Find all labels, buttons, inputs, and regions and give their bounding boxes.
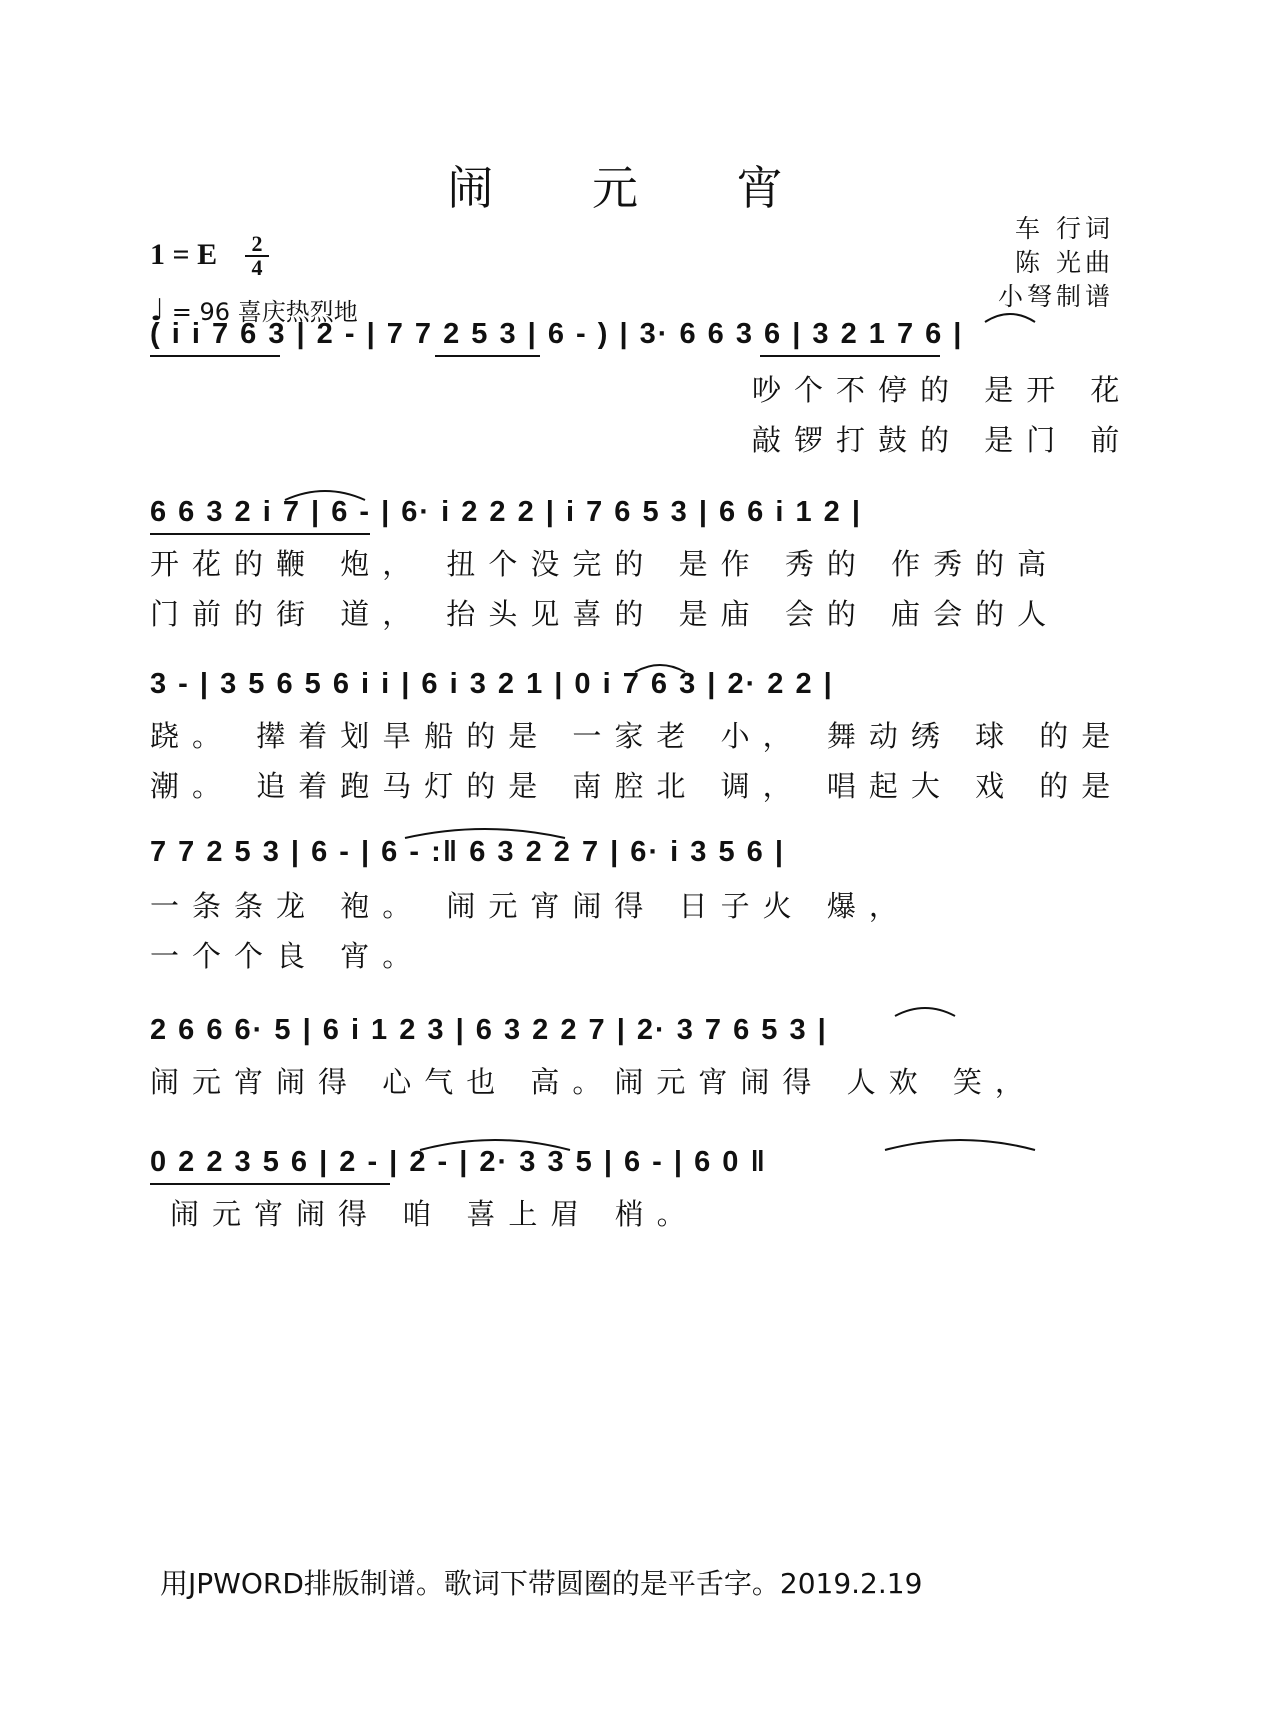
notation-line-1: ( i i 7 6 3 | 2 - | 7 7 2 5 3 | 6 - ) | 3· 6 6 3 6 | 3 2 1 7 6 | [150,318,964,350]
lyric-line-3-verse-1: 跷。 撵着划旱船的是 一家老 小， 舞动绣 球 的是 [150,719,1124,753]
notation-line-6: 0 2 2 3 5 6 | 2 - | 2 - | 2· 3 3 5 | 6 - | 6 0 ‖ [150,1146,767,1178]
notation-line-2: 6 6 3 2 i 7 | 6 - | 6· i 2 2 2 | i 7 6 5 3 | 6 6 i 1 2 | [150,496,862,528]
lyric-line-1-verse-1: 吵个不停的 是开 花 [752,373,1133,407]
slur-mark [885,1140,1035,1150]
lyric-line-2-verse-2: 门前的街 道， 抬头见喜的 是庙 会的 庙会的人 [150,597,1060,631]
slur-mark [895,1008,955,1016]
key-signature: 1 = E [150,238,218,271]
engraver-credit: 小弩制谱 [997,282,1114,311]
lyric-line-4-verse-1: 一条条龙 袍。 闹元宵闹得 日子火 爆， [150,889,911,923]
footer-note: 用JPWORD排版制谱。歌词下带圆圈的是平舌字。2019.2.19 [160,1567,923,1600]
quarter-note-icon: ♩ [150,293,165,328]
slur-mark [285,491,365,500]
lyric-line-1-verse-2: 敲锣打鼓的 是门 前 [752,423,1133,457]
lyric-line-2-verse-1: 开花的鞭 炮， 扭个没完的 是作 秀的 作秀的高 [150,547,1060,581]
slur-mark [420,1140,570,1150]
slur-mark [405,829,565,838]
tempo-value: = 96 [171,298,231,326]
lyric-line-5: 闹元宵闹得 心气也 高。闹元宵闹得 人欢 笑， [150,1065,1037,1099]
lyric-line-3-verse-2: 潮。 追着跑马灯的是 南腔北 调， 唱起大 戏 的是 [150,769,1124,803]
lyricist-credit: 车 行词 [1015,214,1114,243]
notation-line-3: 3 - | 3 5 6 5 6 i i | 6 i 3 2 1 | 0 i 7 6 3 | 2· 2 2 | [150,668,834,700]
notation-line-4: 7 7 2 5 3 | 6 - | 6 - :‖ 6 3 2 2 7 | 6· i 3 5 6 | [150,836,785,868]
time-unit: 4 [251,255,263,280]
lyric-line-4-verse-2: 一个个良 宵。 [150,939,425,973]
tempo-expression: 喜庆热烈地 [237,298,358,326]
song-title: 闹 元 宵 [447,161,825,215]
time-beats: 2 [251,231,263,256]
slur-mark [985,314,1035,322]
notation-line-5: 2 6 6 6· 5 | 6 i 1 2 3 | 6 3 2 2 7 | 2· 3 7 6 5 3 | [150,1014,828,1046]
lyric-line-6: 闹元宵闹得 咱 喜上眉 梢。 [170,1197,699,1231]
slur-mark [635,665,685,672]
composer-credit: 陈 光曲 [1015,248,1114,277]
